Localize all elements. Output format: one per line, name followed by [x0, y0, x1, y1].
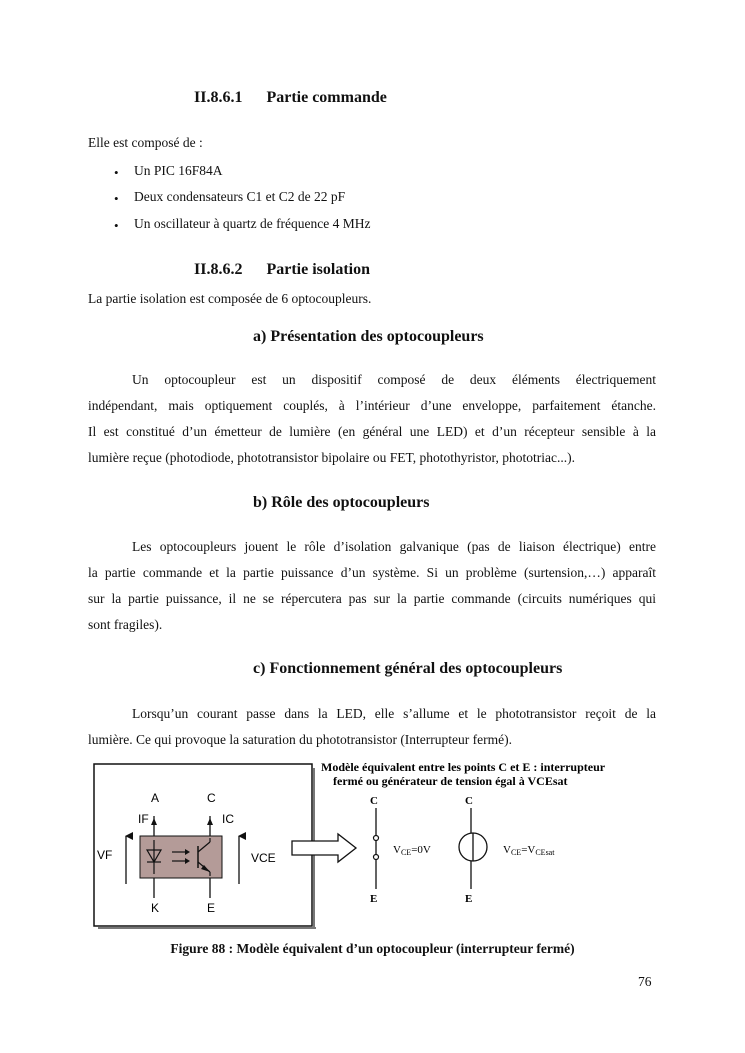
- figure-caption: Figure 88 : Modèle équivalent d’un optocoupleur (interrupteur fermé): [170, 941, 575, 956]
- subheading-title: Présentation des optocoupleurs: [270, 328, 484, 345]
- list-item: Un oscillateur à quartz de fréquence 4 MHz: [134, 216, 371, 231]
- closed-switch-model: [370, 795, 431, 905]
- subheading-marker: c): [253, 660, 266, 677]
- section-heading-1: [194, 89, 387, 107]
- page-number: 76: [638, 974, 652, 989]
- section-number: II.8.6.1: [194, 89, 243, 106]
- subheading-marker: b): [253, 494, 268, 511]
- bullet-icon: •: [114, 218, 119, 233]
- label-e: E: [207, 901, 216, 915]
- paragraph-line: Un optocoupleur est un dispositif composé de deux éléments électriquement: [132, 372, 656, 387]
- section-number: II.8.6.2: [194, 261, 243, 278]
- paragraph-line: Il est constitué d’un émetteur de lumière (en général une LED) et d’un récepteur sensible à la: [88, 424, 656, 439]
- optocoupler-schematic: [94, 764, 316, 928]
- bullet-icon: •: [114, 191, 119, 206]
- label-c: C: [207, 791, 216, 805]
- paragraph-line: lumière reçue (photodiode, phototransistor bipolaire ou FET, photothyristor, phototriac...).: [88, 450, 575, 465]
- label-a: A: [151, 791, 160, 805]
- model-title-line2: fermé ou générateur de tension égal à VCEsat: [333, 774, 568, 788]
- label-vce: VCE: [251, 851, 276, 865]
- model-title-line1: Modèle équivalent entre les points C et E : interrupteur: [321, 760, 606, 774]
- switch-voltage-label: VCE=0V: [393, 844, 431, 857]
- list-item: Un PIC 16F84A: [134, 163, 223, 178]
- voltage-generator-model: [459, 795, 555, 905]
- paragraph-line: lumière. Ce qui provoque la saturation du phototransistor (Interrupteur fermé).: [88, 732, 512, 747]
- paragraph-line: Les optocoupleurs jouent le rôle d’isolation galvanique (pas de liaison électrique) entre: [132, 539, 656, 554]
- label-if: IF: [138, 812, 149, 826]
- label-vf: VF: [97, 848, 113, 862]
- generator-label-c: C: [465, 795, 473, 807]
- list-item: Deux condensateurs C1 et C2 de 22 pF: [134, 189, 346, 204]
- section2-intro: La partie isolation est composée de 6 optocoupleurs.: [88, 291, 372, 306]
- subheading-title: Fonctionnement général des optocoupleurs: [269, 660, 563, 677]
- optocoupler-diagram: [88, 758, 658, 933]
- subheading-title: Rôle des optocoupleurs: [271, 494, 430, 511]
- paragraph-a: [88, 367, 656, 471]
- paragraph-line: Lorsqu’un courant passe dans la LED, elle s’allume et le phototransistor reçoit de la: [132, 706, 656, 721]
- label-ic: IC: [222, 812, 234, 826]
- bullet-icon: •: [114, 165, 119, 180]
- paragraph-b: [88, 534, 656, 638]
- subheading-marker: a): [253, 328, 267, 345]
- generator-label-e: E: [465, 893, 473, 905]
- section-title: Partie commande: [266, 89, 387, 106]
- switch-label-e: E: [370, 893, 378, 905]
- equivalent-arrow-icon: [292, 834, 356, 862]
- section1-intro: Elle est composé de :: [88, 135, 203, 150]
- paragraph-line: sur la partie puissance, il ne se répercutera pas sur la partie commande (circuits numériques qui: [88, 591, 656, 606]
- paragraph-line: la partie commande et la partie puissance d’un système. Si un problème (surtension,…) apparaît: [88, 565, 656, 580]
- figure-88: [88, 758, 658, 933]
- switch-label-c: C: [370, 795, 378, 807]
- paragraph-c: [88, 701, 656, 753]
- subheading-a: [253, 328, 484, 346]
- label-k: K: [151, 901, 160, 915]
- paragraph-line: indépendant, mais optiquement couplés, à l’intérieur d’une enveloppe, parfaitement étanche.: [88, 398, 656, 413]
- paragraph-line: sont fragiles).: [88, 617, 163, 632]
- section-title: Partie isolation: [266, 261, 370, 278]
- section-heading-2: [194, 261, 370, 279]
- subheading-b: [253, 494, 429, 512]
- subheading-c: [253, 660, 562, 678]
- generator-voltage-label: VCE=VCEsat: [503, 844, 555, 857]
